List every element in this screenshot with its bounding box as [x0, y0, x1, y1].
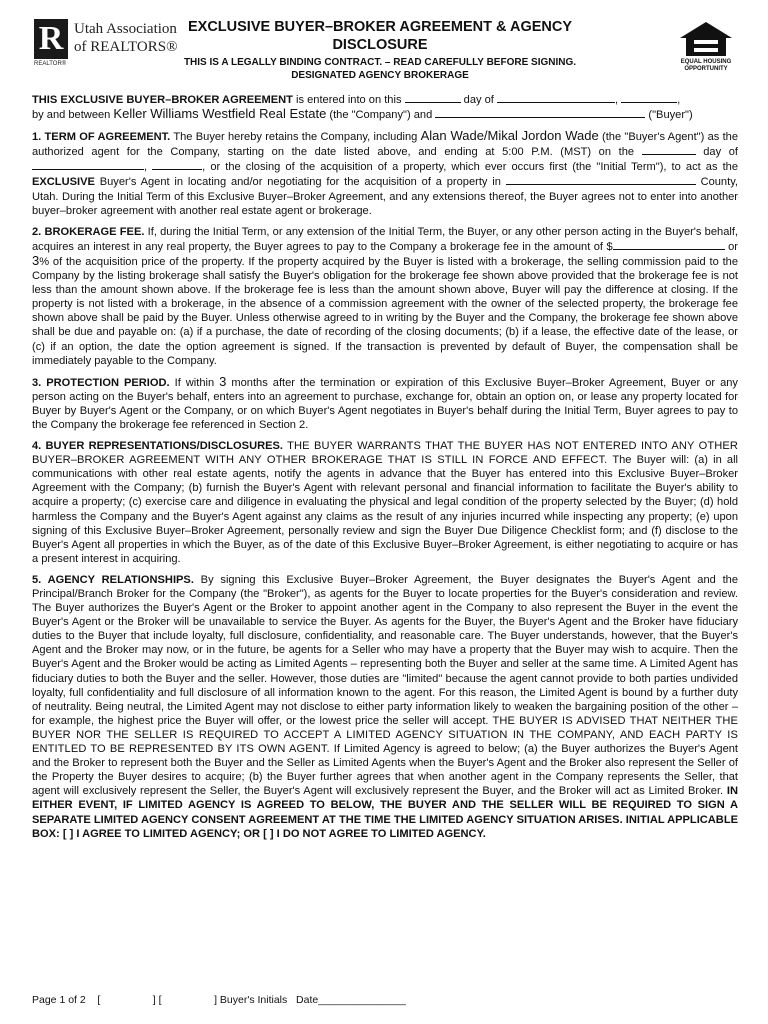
s2-text-2: or — [724, 240, 738, 253]
realtors-logo — [34, 17, 178, 67]
section-3 — [32, 375, 738, 432]
s2-text-3: % of the acquisition price of the property. If the property acquired by the Buyer is listed with a brokerage, the selling commission paid to the Company by the listing brokerage shall satisfy the Buyer's obligation for the brokerage fee shown above provided that the brokerage fee is not less than the amount shown above. If the brokerage fee is less than the amount shown above, Buyer will pay the difference at closing. If the property is not listed with a brokerage, in the absence of a commission agreement with the owner of the selected property, the brokerage fee shown above shall be paid by the Buyer. Unless otherwise agreed to in writing by the Buyer and the Company, the brokerage fee shown above shall be due and payable on: (a) if a purchase, the date of recording of the closing documents; (b) if a lease, the effective date of the lease, or (c) if an option, the date the option agreement is signed. If the transaction is prevented by default of Buyer, the compensation shall be immediately payable to the Company. — [32, 255, 738, 367]
intro-bold: THIS EXCLUSIVE BUYER–BROKER AGREEMENT — [32, 94, 293, 106]
subtitle-line2: DESIGNATED AGENCY BROKERAGE — [291, 70, 469, 81]
realtor-r-icon: R — [34, 19, 68, 59]
month-field[interactable] — [497, 92, 615, 103]
intro-text-5: by and between — [32, 109, 114, 122]
s4-text-1: The Buyer will: (a) in all communications with other real estate agents, notify the agents in advance that the Buyer has entered into this Exclusive Buyer–Broker Agreement with the Company; (b) furnish the Buyer's Agent with relevant personal and financial information to facilitate the Buyer's ability to acquire a property; (c) exercise care and diligence in evaluating the physical and legal condition of the property selected by the Buyer; (d) hold harmless the Company and the Buyer's Agent against any claims as the result of any injuries incurred while inspecting any property; (e) upon signing of this Exclusive Buyer–Broker Agreement, personally review and sign the Buyer Due Diligence Checklist form; and (f) disclose to the Buyer's Agent all properties in which the Buyer, as of the date of this Exclusive Buyer–Broker Agreement, is either negotiating to acquire or has a present interest in acquiring. — [32, 454, 738, 565]
end-day-field[interactable] — [642, 144, 696, 155]
s3-text-2: months after the termination or expiration of this Exclusive Buyer–Broker Agreement, Buyer or any person acting on the Buyer's behalf, enters into an agreement to purchase, exchange for, obtain an option on, or lease any property located for Buyer by Buyer's Agent or the Company, or on which Buyer's Agent negotiates in Buyer's behalf during the Initial Term, Buyer agrees to pay to the Company the brokerage fee referenced in Section 2. — [32, 376, 738, 431]
intro-paragraph — [32, 92, 738, 122]
s5-advisory: THE BUYER IS ADVISED THAT NEITHER THE BUYER NOR THE SELLER IS REQUIRED TO ACCEPT A LIMITED AGENCY SITUATION IN THE COMPANY, AND EACH PARTY IS ENTITLED TO BE REPRESENTED BY ITS OWN AGENT. — [32, 714, 738, 756]
intro-text-4: , — [677, 94, 681, 106]
section-4 — [32, 439, 738, 566]
section-5-heading: 5. AGENCY RELATIONSHIPS. — [32, 573, 194, 586]
protection-months-value[interactable]: 3 — [219, 373, 227, 389]
section-2 — [32, 225, 738, 368]
section-5 — [32, 573, 738, 841]
eho-line1: EQUAL HOUSING — [680, 59, 732, 65]
document-title — [170, 18, 590, 54]
section-2-heading: 2. BROKERAGE FEE. — [32, 225, 145, 238]
title-line2: DISCLOSURE — [332, 37, 428, 53]
buyer-name-field[interactable] — [435, 107, 645, 118]
exclusive-word: EXCLUSIVE — [32, 176, 95, 189]
intro-text-2: day of — [460, 94, 497, 106]
fee-percent-value[interactable]: 3 — [32, 252, 40, 268]
logo-line1: Utah Association — [74, 21, 177, 37]
subtitle-line1: THIS IS A LEGALLY BINDING CONTRACT. – READ CAREFULLY BEFORE SIGNING. — [183, 57, 577, 68]
section-1-heading: 1. TERM OF AGREEMENT. — [32, 131, 171, 144]
section-3-heading: 3. PROTECTION PERIOD. — [32, 376, 170, 389]
s1-text-5: , or the closing of the acquisition of a property, which ever occurs first (the "Initial Term"), to act as the — [202, 161, 738, 174]
intro-text-3: , — [614, 94, 622, 106]
eho-line2: OPPORTUNITY — [684, 66, 728, 72]
intro-text-1: is entered into on this — [292, 94, 405, 106]
fee-amount-field[interactable] — [613, 239, 725, 250]
s1-text-1: The Buyer hereby retains the Company, including — [170, 131, 421, 144]
equal-housing-icon — [678, 20, 734, 58]
end-month-field[interactable] — [32, 159, 144, 170]
day-field[interactable] — [405, 92, 461, 103]
document-subtitle — [170, 56, 590, 82]
s1-text-7: County, Utah. During the Initial Term of this Exclusive Buyer–Broker Agreement, and any extensions thereof, the Buyer agrees not to enter into another buyer–broker agreement with another real estate agent or brokerage. — [32, 176, 738, 217]
s3-text-1: If within — [169, 376, 220, 389]
s1-text-3: day of — [695, 146, 738, 159]
s5-text-1: By signing this Exclusive Buyer–Broker Agreement, the Buyer designates the Buyer's Agent and the Principal/Branch Broker for the Company (the "Broker"), as agents for the Buyer to locate properties for the Buyer's consideration and review. The Buyer authorizes the Buyer's Agent or the Broker to appoint another agent in the Company to also represent the Buyer in the event the Buyer's Agent or the Broker will be unavailable to service the Buyer. As agents for the Buyer, the Buyer's Agent and the Broker have fiduciary duties to the Buyer that include loyalty, full disclosure, confidentiality, and reasonable care. The Buyer understands, however, that the Buyer's Agent and the Broker may now, or in the future, be agents for a Seller who may have a property that the Buyer may wish to acquire. Then the Buyer's Agent and the Broker would be acting as Limited Agents – representing both the Buyer and seller at the same time. A Limited Agent has fiduciary duties to both the Buyer and the seller. However, those duties are "limited" because the agent cannot provide to both parties undivided loyalty, full confidentiality and full disclosure of all information known to the agent. For this reason, the Limited Agent is bound by a further duty of neutrality. Being neutral, the Limited Agent may not disclose to either party information likely to weaken the bargaining position of the other – for example, the highest price the Buyer will offer, or the lowest price the seller will accept. — [32, 573, 738, 727]
logo-line2: of REALTORS® — [74, 39, 178, 55]
equal-housing-logo — [674, 20, 738, 72]
s2-text-1: If, during the Initial Term, or any extension of the Initial Term, the Buyer, or any other person acting in the Buyer's behalf, acquires an interest in any real property, the Buyer agrees to pay to the Company a brokerage fee in the amount of $ — [32, 225, 738, 253]
title-line1: EXCLUSIVE BUYER–BROKER AGREEMENT & AGENCY — [187, 19, 573, 35]
intro-text-7: ("Buyer") — [645, 109, 693, 122]
end-year-field[interactable] — [152, 159, 202, 170]
s5-text-2: If Limited Agency is agreed to below; (a) the Buyer authorizes the Buyer's Agent and the Broker to represent both the Buyer and the Seller as Limited Agents when the Buyer's Agent and the Broker also represent the Seller of the Property the Buyer desires to acquire; (b) the Buyer further agrees that when another agent in the Company represents the Seller, that agent will exclusively represent the Seller, the Buyer's Agent will exclusively represent the Buyer, and the Broker will act as Limited Broker. — [32, 743, 738, 798]
buyer-agent-name[interactable]: Alan Wade/Mikal Jordon Wade — [420, 128, 599, 144]
section-1 — [32, 129, 738, 218]
s1-text-2: (the "Buyer's Agent") as the authorized agent for the Company, starting on the date listed above, and ending at 5:00 P.M. (MST) on the — [32, 131, 739, 159]
s1-text-6: Buyer's Agent in locating and/or negotiating for the acquisition of a property in — [94, 176, 506, 189]
s5-limited-agency-notice: IN EITHER EVENT, IF LIMITED AGENCY IS AGREED TO BELOW, THE BUYER AND THE SELLER WILL BE REQUIRED TO SIGN A SEPARATE LIMITED AGENCY CONSENT AGREEMENT AT THE TIME THE LIMITED AGENCY SITUATION ARISES. INITIAL APPLICABLE BOX: [ ] I AGREE TO LIMITED AGENCY; OR [ ] I DO NOT AGREE TO LIMITED AGENCY. — [32, 785, 738, 840]
intro-text-6: (the "Company") and — [326, 109, 436, 122]
s4-warranty: THE BUYER WARRANTS THAT THE BUYER HAS NOT ENTERED INTO ANY OTHER BUYER–BROKER AGREEMENT WITH ANY OTHER BROKERAGE THAT IS STILL IN FORCE AND EFFECT. — [32, 440, 738, 467]
logo-sub: REALTOR® — [34, 61, 67, 67]
county-field[interactable] — [506, 174, 696, 185]
agreement-body — [32, 92, 738, 848]
company-name[interactable]: Keller Williams Westfield Real Estate — [113, 106, 327, 122]
s1-text-4: , — [144, 161, 153, 174]
year-field[interactable] — [621, 92, 677, 103]
page-footer: Page 1 of 2 [ ] [ ] Buyer's Initials Date_______________ — [32, 994, 406, 1006]
section-4-heading: 4. BUYER REPRESENTATIONS/DISCLOSURES. — [32, 440, 283, 453]
